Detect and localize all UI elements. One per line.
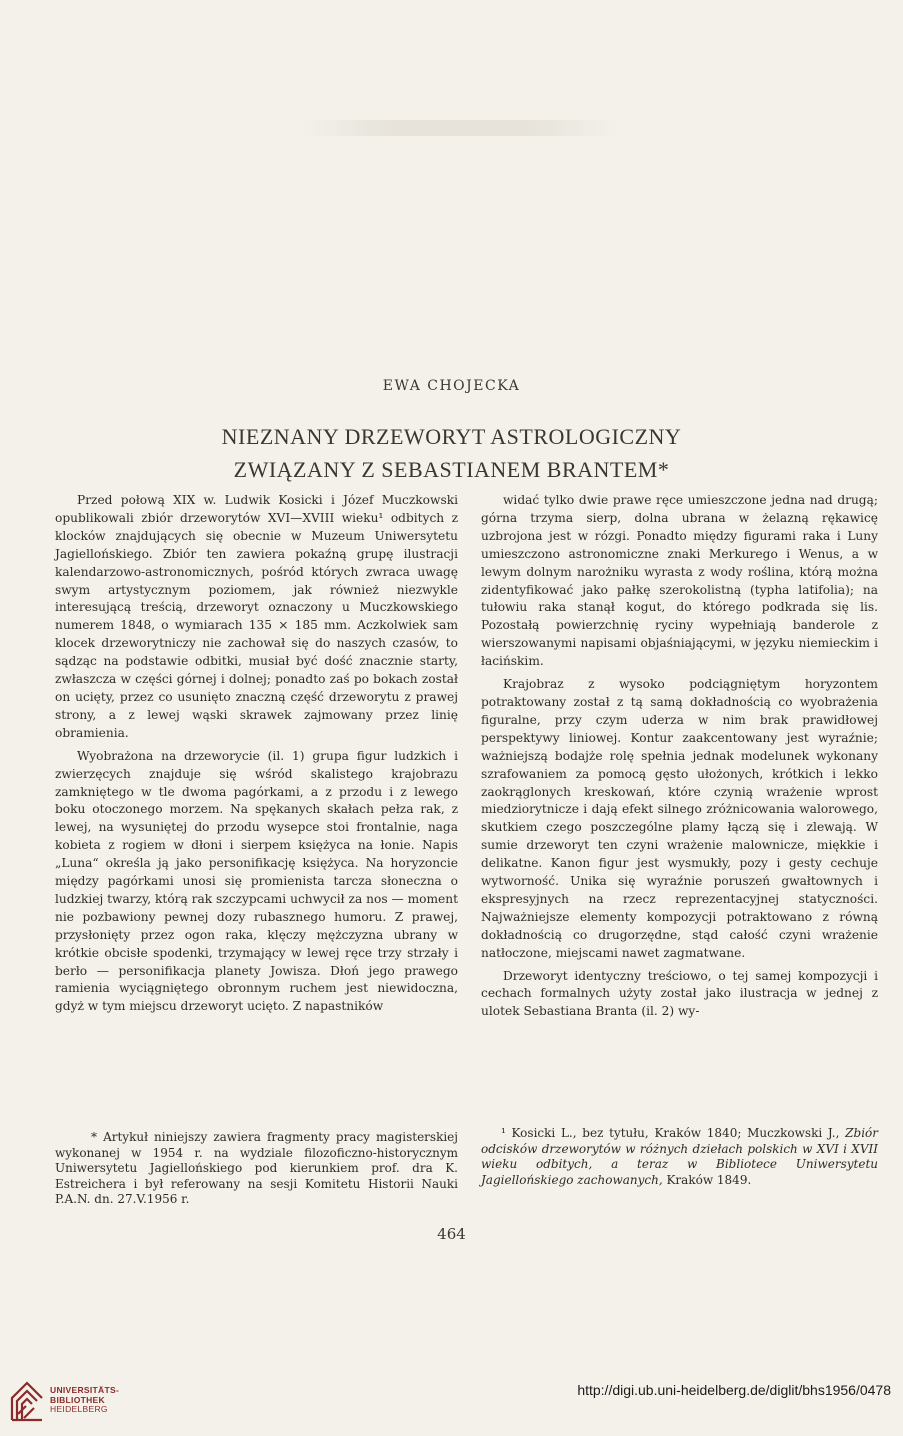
left-column	[55, 492, 458, 1016]
footnote-book-title: Zbiór odcisków drzeworytów w różnych dziełach polskich w XVI i XVII wieku odbitych, a teraz w Bibliotece Uniwersytetu Jagiellońskiego zachowanych,	[481, 1126, 878, 1187]
footnote-asterisk: * Artykuł niniejszy zawiera fragmenty pracy magisterskiej wykonanej w 1954 r. na wydziale filozoficzno-historycznym Uniwersytetu Jagiellońskiego pod kierunkiem prof. dra K. Estreichera i był referowany na sesji Komitetu Historii Nauki P.A.N. dn. 27.V.1956 r.	[55, 1130, 458, 1207]
paragraph: widać tylko dwie prawe ręce umieszczone jedna nad drugą; górna trzyma sierp, dolna ubrana w żelazną rękawicę uzbrojona jest w rózgi. Ponadto między figurami raka i Luny umieszczono astronomiczne znaki Merkurego i Wenus, a w lewym dolnym narożniku wyrasta z wody roślina, którą można zidentyfikować jako pałkę szerokolistną (typha latifolia); na tułowiu raka stanął kogut, do którego podkrada się lis. Pozostałą powierzchnię ryciny wypełniają banderole z wierszowanymi napisami objaśniającymi, w języku niemieckim i łacińskim.	[481, 493, 878, 669]
library-name	[50, 1386, 119, 1415]
paragraph: Krajobraz z wysoko podciągniętym horyzontem potraktowany został z tą samą dokładnością co wyobrażenia figuralne, przy czym uderza w nim brak prawidłowej perspektywy liniowej. Kontur zaakcentowany jest wyraźnie; ważniejszą bodajże rolę spełnia jednak modelunek wykonany szrafowaniem za pomocą gęsto ułożonych, krótkich i lekko zaokrąglonych kreskowań, które czynią wrażenie wprost miedziorytnicze i dają efekt silnego zróżnicowania walorowego, skutkiem czego poszczególne plamy łączą się i zlewają. W sumie drzeworyt ten czyni wrażenie malownicze, miękkie i delikatne. Kanon figur jest wysmukły, pozy i gesty cechuje wytworność. Unika się wyraźnie poruszeń gwałtownych i ekspresyjnych na rzecz reprezentacyjnej statyczności. Najważniejsze elementy kompozycji potraktowano z równą dokładnością co drugorzędne, stąd całość czyni wrażenie natłoczone, miejscami nawet zagmatwane.	[481, 677, 878, 960]
page-number: 464	[437, 1225, 466, 1243]
right-column	[481, 492, 878, 1021]
title-line-1: NIEZNANY DRZEWORYT ASTROLOGICZNY	[221, 424, 682, 449]
footnote-tail: Kraków 1849.	[662, 1172, 752, 1187]
library-line-1: UNIVERSITÄTS-	[50, 1385, 120, 1395]
permalink[interactable]: http://digi.ub.uni-heidelberg.de/diglit/bhs1956/0478	[577, 1382, 891, 1398]
footnote-lead: ¹ Kosicki L., bez tytułu, Kraków 1840; Muczkowski J.,	[501, 1126, 846, 1140]
bleed-through-shadow	[300, 120, 620, 136]
paragraph: Drzeworyt identyczny treściowo, o tej samej kompozycji i cechach formalnych użyty został jako ilustracja w jednej z ulotek Sebastiana Branta (il. 2) wy-	[481, 968, 878, 1019]
footer-bar	[0, 1372, 903, 1436]
library-logo-icon	[10, 1380, 44, 1422]
paragraph: Przed połową XIX w. Ludwik Kosicki i Józef Muczkowski opublikowali zbiór drzeworytów XVI—XVIII wieku¹ odbitych z klocków znajdujących się obecnie w Muzeum Uniwersytetu Jagiellońskiego. Zbiór ten zawiera pokaźną grupę ilustracji kalendarzowo-astronomicznych, pośród których zwraca uwagę swym artystycznym poziomem, jak również niezwykle interesującą treścią, drzeworyt oznaczony u Muczkowskiego numerem 1848, o wymiarach 135 × 185 mm. Aczkolwiek sam klocek drzeworytniczy nie zachował się do naszych czasów, to sądząc na podstawie odbitki, musiał być dość znacznie starty, zwłaszcza w części górnej i dolnej; ponadto zaś po bokach został on ucięty, przez co usunięto znaczną część drzeworytu z prawej strony, a z lewej wąski skrawek zajmowany przez linię obramienia.	[55, 493, 458, 740]
library-line-3: HEIDELBERG	[50, 1404, 108, 1414]
library-line-2: BIBLIOTHEK	[50, 1394, 105, 1405]
paragraph: Wyobrażona na drzeworycie (il. 1) grupa figur ludzkich i zwierzęcych znajduje się wśród skalistego krajobrazu zamkniętego w tle dwoma pagórkami, a z przodu i z lewego boku otoczonego morzem. Na spękanych skałach pełza rak, z lewej, na wysuniętej do przodu wysepce stoi frontalnie, naga kobieta z rogiem w dłoni i sierpem księżyca na łonie. Napis „Luna“ określa ją jako personifikację księżyca. Na horyzoncie między pagórkami unosi się promienista tarcza słoneczna o ludzkiej twarzy, którą rak szczypcami uchwycił za nos — moment nie pozbawiony pewnej dozy rubasznego humoru. Z prawej, przysłonięty przez ogon raka, klęczy mężczyzna ubrany w krótkie obcisłe spodenki, trzymający w lewej ręce trzy strzały i berło — personifikacja planety Jowisza. Dłoń jego prawego ramienia wyciągniętego obronnym ruchem jest niewidoczna, gdyż w tym miejscu drzeworyt ucięto. Z napastników	[55, 748, 458, 1014]
title-line-2: ZWIĄZANY Z SEBASTIANEM BRANTEM*	[233, 457, 670, 482]
article-title	[0, 420, 903, 486]
footnote-1	[481, 1126, 878, 1188]
article-author: EWA CHOJECKA	[382, 378, 521, 394]
